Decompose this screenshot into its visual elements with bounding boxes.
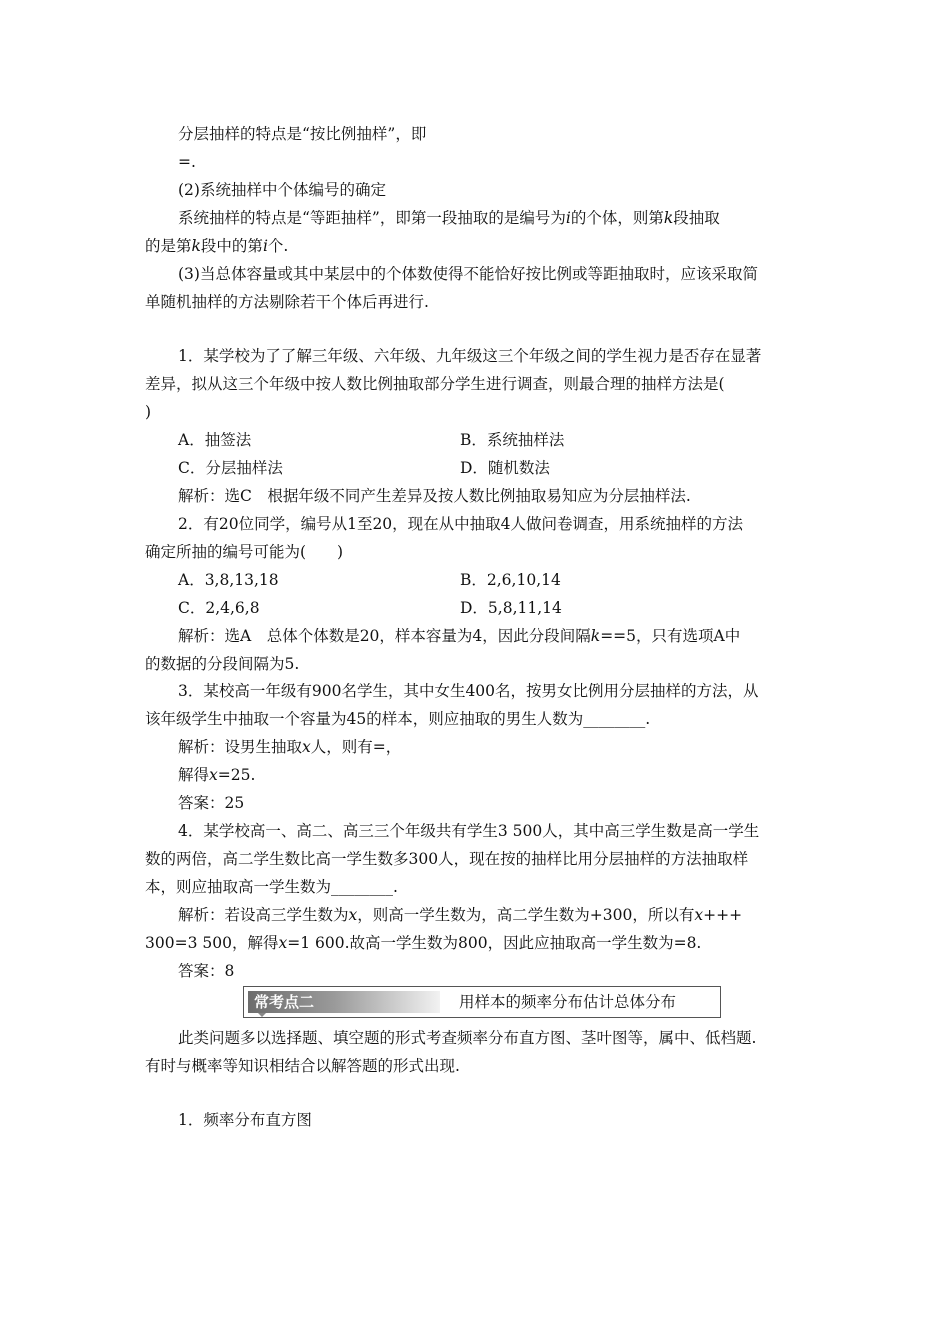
question-2-option-d: D．5,8,11,14 <box>460 599 562 617</box>
section-tag: 常考点二 <box>254 993 315 1011</box>
question-4-solution: 解析：若设高三学生数为x，则高一学生数为，高二学生数为+300，所以有x+++ <box>178 906 743 924</box>
question-1-option-d: D．随机数法 <box>460 459 550 477</box>
question-1-option-b: B．系统抽样法 <box>460 431 565 449</box>
question-2-option-b: B．2,6,10,14 <box>460 571 561 589</box>
question-1-text: 1．某学校为了了解三年级、六年级、九年级这三个年级之间的学生视力是否存在显著 <box>178 347 762 365</box>
text-line: (3)当总体容量或其中某层中的个体数使得不能恰好按比例或等距抽取时，应该采取简 <box>178 265 758 283</box>
question-3-answer: 答案：25 <box>178 794 245 812</box>
question-2-solution: 解析：选A 总体个体数是20，样本容量为4，因此分段间隔k==5，只有选项A中 <box>178 627 741 645</box>
question-3-solution: 解析：设男生抽取x人，则有=， <box>178 738 402 756</box>
text-line: 的是第k段中的第i个. <box>145 237 289 255</box>
section-title: 用样本的频率分布估计总体分布 <box>459 993 677 1011</box>
text-line: 分层抽样的特点是“按比例抽样”，即 <box>178 125 427 143</box>
question-4-solution: 300=3 500，解得x=1 600.故高一学生数为800，因此应抽取高一学生数为=8. <box>145 934 702 952</box>
question-1-option-a: A．抽签法 <box>178 431 252 449</box>
question-4-text: 数的两倍，高二学生数比高一学生数多300人，现在按的抽样比用分层抽样的方法抽取样 <box>145 850 749 868</box>
text-line: 此类问题多以选择题、填空题的形式考查频率分布直方图、茎叶图等，属中、低档题. <box>178 1029 757 1047</box>
question-3-text: 3．某校高一年级有900名学生，其中女生400名，按男女比例用分层抽样的方法，从 <box>178 682 759 700</box>
section-tag-box <box>248 991 440 1013</box>
question-1-solution: 解析：选C 根据年级不同产生差异及按人数比例抽取易知应为分层抽样法. <box>178 487 691 505</box>
tag-pointer-icon <box>258 1013 266 1017</box>
question-1-text: ) <box>145 403 152 421</box>
section-banner <box>243 986 721 1018</box>
question-2-option-c: C．2,4,6,8 <box>178 599 260 617</box>
text-line: =. <box>178 153 196 171</box>
question-4-answer: 答案：8 <box>178 962 235 980</box>
question-1-option-c: C．分层抽样法 <box>178 459 283 477</box>
subsection-heading: 1．频率分布直方图 <box>178 1111 312 1129</box>
text-line: (2)系统抽样中个体编号的确定 <box>178 181 386 199</box>
text-line: 单随机抽样的方法剔除若干个体后再进行. <box>145 293 429 311</box>
question-4-text: 本，则应抽取高一学生数为________. <box>145 878 398 896</box>
question-1-text: 差异，拟从这三个年级中按人数比例抽取部分学生进行调查，则最合理的抽样方法是( <box>145 375 725 393</box>
question-2-option-a: A．3,8,13,18 <box>178 571 279 589</box>
question-2-solution: 的数据的分段间隔为5. <box>145 655 300 673</box>
question-4-text: 4．某学校高一、高二、高三三个年级共有学生3 500人，其中高三学生数是高一学生 <box>178 822 760 840</box>
question-3-solution: 解得x=25. <box>178 766 256 784</box>
text-line: 系统抽样的特点是“等距抽样”，即第一段抽取的是编号为i的个体，则第k段抽取 <box>178 209 720 227</box>
question-2-text: 2．有20位同学，编号从1至20，现在从中抽取4人做问卷调查，用系统抽样的方法 <box>178 515 744 533</box>
question-2-text: 确定所抽的编号可能为( ) <box>145 543 344 561</box>
text-line: 有时与概率等知识相结合以解答题的形式出现. <box>145 1057 460 1075</box>
question-3-text: 该年级学生中抽取一个容量为45的样本，则应抽取的男生人数为________. <box>145 710 651 728</box>
